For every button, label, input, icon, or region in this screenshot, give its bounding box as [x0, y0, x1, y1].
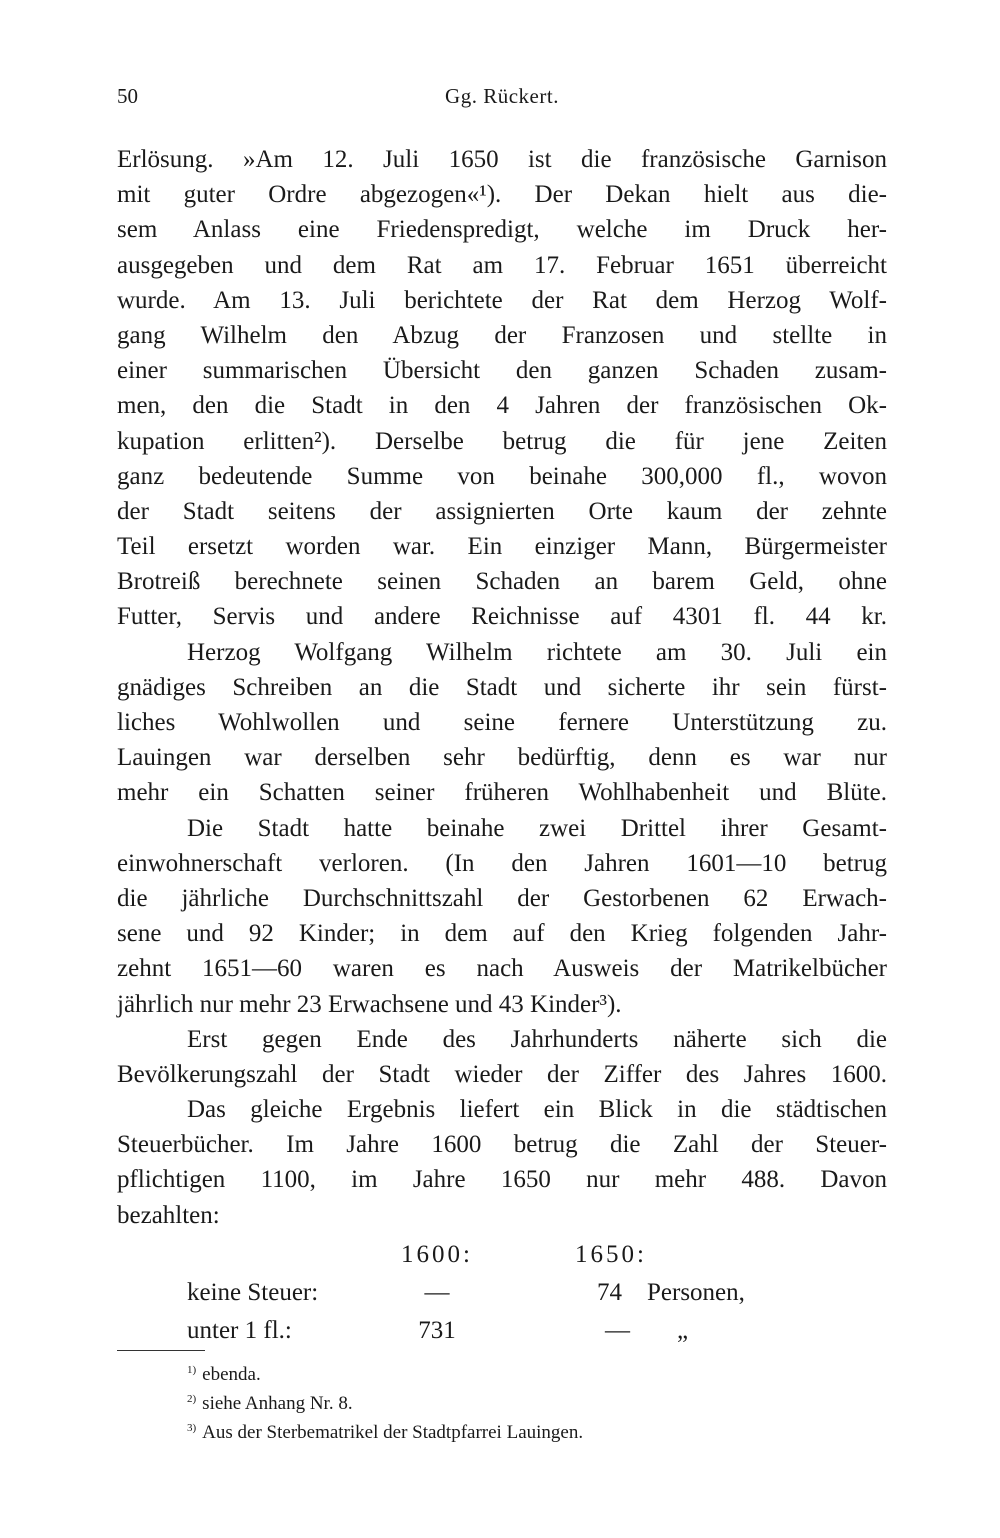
- text-line: gnädiges Schreiben an die Stadt und sicherte ihr sein fürst-: [117, 673, 887, 701]
- cell-1650: —: [605, 1317, 630, 1344]
- text-line: gang Wilhelm den Abzug der Franzosen und stellte in: [117, 321, 887, 349]
- text-line: Bevölkerungszahl der Stadt wieder der Ziffer des Jahres 1600.: [117, 1060, 887, 1088]
- table-row: [117, 1312, 887, 1350]
- text-line: die jährliche Durchschnittszahl der Gestorbenen 62 Erwach-: [117, 884, 887, 912]
- text-line: men, den die Stadt in den 4 Jahren der französischen Ok-: [117, 392, 887, 420]
- text-line: Das gleiche Ergebnis liefert ein Blick in die städtischen: [187, 1096, 887, 1124]
- footnote-mark: 2): [187, 1393, 197, 1405]
- ditto-mark: „: [677, 1317, 689, 1344]
- footnote-text: siehe Anhang Nr. 8.: [202, 1393, 353, 1414]
- text-line: mehr ein Schatten seiner früheren Wohlhabenheit und Blüte.: [117, 779, 887, 807]
- text-line: bezahlten:: [117, 1201, 220, 1229]
- tax-table: [117, 1236, 887, 1350]
- footnote-mark: 1): [187, 1364, 197, 1376]
- footnote-divider: [117, 1350, 205, 1351]
- footnote: [187, 1418, 887, 1447]
- footnote-text: Aus der Sterbematrikel der Stadtpfarrei Lauingen.: [202, 1422, 584, 1443]
- page-header: [117, 84, 887, 118]
- text-line: Steuerbücher. Im Jahre 1600 betrug die Zahl der Steuer-: [117, 1131, 887, 1159]
- text-line: Herzog Wolfgang Wilhelm richtete am 30. Juli ein: [187, 638, 887, 666]
- table-row: [117, 1274, 887, 1312]
- text-line: kupation erlitten²). Derselbe betrug die für jene Zeiten: [117, 427, 887, 455]
- text-line: jährlich nur mehr 23 Erwachsene und 43 Kinder³).: [117, 990, 622, 1018]
- text-line: sene und 92 Kinder; in dem auf den Krieg folgenden Jahr-: [117, 920, 887, 948]
- footnotes: [187, 1360, 887, 1447]
- row-label: keine Steuer:: [187, 1279, 319, 1306]
- text-line: liches Wohlwollen und seine fernere Unterstützung zu.: [117, 709, 887, 736]
- text-line: Teil ersetzt worden war. Ein einziger Mann, Bürgermeister: [117, 533, 887, 561]
- text-line: Die Stadt hatte beinahe zwei Drittel ihrer Gesamt-: [187, 814, 887, 842]
- footnote-text: ebenda.: [202, 1364, 261, 1385]
- text-line: Lauingen war derselben sehr bedürftig, denn es war nur: [117, 744, 887, 772]
- text-line: pflichtigen 1100, im Jahre 1650 nur mehr 488. Davon: [117, 1166, 887, 1194]
- column-header-1650: 1650:: [575, 1241, 647, 1268]
- cell-unit: Personen,: [647, 1279, 745, 1306]
- running-head: Gg. Rückert.: [445, 84, 559, 108]
- text-line: zehnt 1651—60 waren es nach Ausweis der Matrikelbücher: [117, 955, 887, 983]
- table-header-row: [117, 1236, 887, 1274]
- footnote: [187, 1389, 887, 1418]
- text-line: Futter, Servis und andere Reichnisse auf 4301 fl. 44 kr.: [117, 603, 887, 631]
- text-line: sem Anlass eine Friedenspredigt, welche im Druck her-: [117, 216, 887, 244]
- text-line: Brotreiß berechnete seinen Schaden an barem Geld, ohne: [117, 568, 887, 596]
- cell-1650: 74: [597, 1279, 622, 1306]
- text-line: mit guter Ordre abgezogen«¹). Der Dekan hielt aus die-: [117, 181, 887, 209]
- text-line: Erst gegen Ende des Jahrhunderts näherte sich die: [187, 1025, 887, 1053]
- text-line: Erlösung. »Am 12. Juli 1650 ist die französische Garnison: [117, 146, 887, 173]
- text-line: einer summarischen Übersicht den ganzen Schaden zusam-: [117, 357, 887, 385]
- footnote: [187, 1360, 887, 1389]
- text-line: wurde. Am 13. Juli berichtete der Rat dem Herzog Wolf-: [117, 286, 887, 314]
- text-line: der Stadt seitens der assignierten Orte kaum der zehnte: [117, 497, 887, 525]
- cell-1600: 731: [418, 1317, 456, 1344]
- footnote-mark: 3): [187, 1422, 197, 1434]
- text-line: einwohnerschaft verloren. (In den Jahren 1601—10 betrug: [117, 849, 887, 877]
- column-header-1600: 1600:: [401, 1241, 473, 1268]
- row-label: unter 1 fl.:: [187, 1317, 292, 1344]
- page-number: 50: [117, 84, 138, 108]
- text-line: ausgegeben und dem Rat am 17. Februar 1651 überreicht: [117, 251, 887, 279]
- cell-1600: —: [424, 1279, 450, 1306]
- text-line: ganz bedeutende Summe von beinahe 300,000 fl., wovon: [117, 462, 887, 490]
- body-text: [117, 142, 887, 1233]
